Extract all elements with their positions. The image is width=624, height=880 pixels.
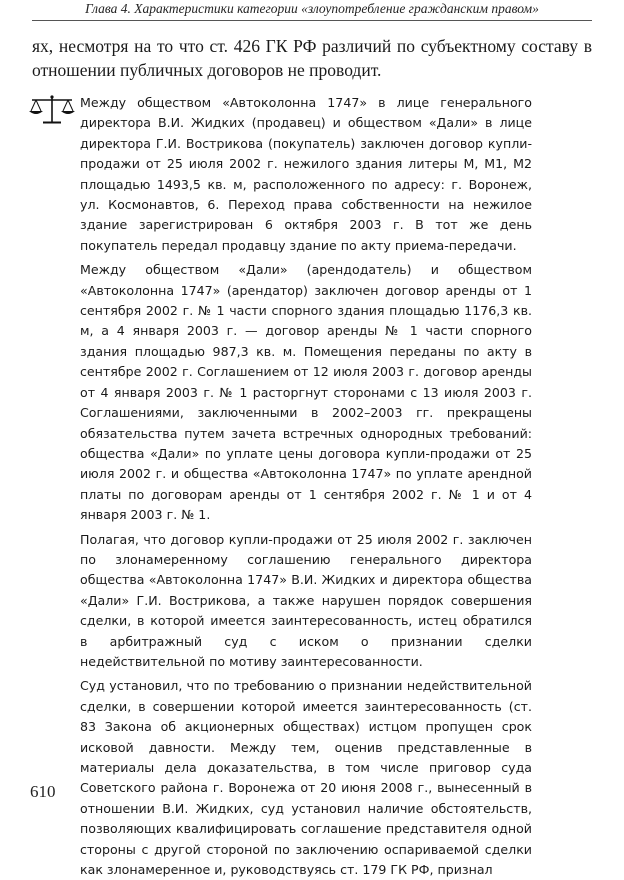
page-number: 610 [30, 782, 56, 801]
running-head: Глава 4. Характеристики категории «злоупотребление гражданским правом» [85, 1, 539, 16]
scales-of-justice-icon [28, 94, 76, 126]
case-example-block [80, 93, 532, 880]
case-paragraph-1: Между обществом «Автоколонна 1747» в лице генерального директора В.И. Жидких (продавец) и обществом «Дали» в лице директора Г.И. Вострикова (покупатель) заключен договор купли-продажи от 25 июля 2002 г. нежилого здания литеры М, М1, М2 площадью 1493,5 кв. м, расположенного по адресу: г. Воронеж, ул. Космонавтов, 6. Переход права собственности на нежилое здание зарегистрирован 6 октября 2003 г. В тот же день покупатель передал продавцу здание по акту приема-передачи. [80, 95, 532, 253]
case-paragraph-2: Между обществом «Дали» (арендодатель) и обществом «Автоколонна 1747» (арендатор) заключен договор аренды от 1 сентября 2002 г. № 1 части спорного здания площадью 1176,3 кв. м, а 4 января 2003 г. — договор аренды № 1 части спорного здания площадью 987,3 кв. м. Помещения переданы по акту в сентябре 2002 г. Соглашением от 12 июля 2003 г. договор аренды от 4 января 2003 г. № 1 расторгнут сторонами с 13 июля 2003 г. Соглашениями, заключенными в 2002–2003 гг. прекращены обязательства путем зачета встречных однородных требований: общества «Дали» по уплате цены договора купли-продажи от 25 июля 2002 г. и общества «Автоколонна 1747» по уплате арендной платы по договорам аренды от 1 сентября 2002 г. № 1 и от 4 января 2003 г. № 1. [80, 262, 532, 523]
case-paragraph-3: Полагая, что договор купли-продажи от 25 июля 2002 г. заключен по злонамеренному соглашению генерального директора общества «Автоколонна 1747» В.И. Жидких и директора общества «Дали» Г.И. Вострикова, а также нарушен порядок совершения сделки, в которой имеется заинтересованность, истец обратился в арбитражный суд с иском о признании сделки недействительной по мотиву заинтересованности. [80, 531, 532, 669]
header-divider [32, 20, 592, 21]
lead-paragraph: ях, несмотря на то что ст. 426 ГК РФ различий по субъектному составу в отношении публичных договоров не проводит. [32, 36, 592, 80]
case-paragraph-4: Суд установил, что по требованию о признании недействительной сделки, в совершении которой имеется заинтересованность (ст. 83 Закона об акционерных обществах) истцом пропущен срок исковой давности. Между тем, оценив представленные в материалы дела доказательства, в том числе приговор суда Советского района г. Воронежа от 20 июня 2008 г., вынесенный в отношении В.И. Жидких, суд установил наличие обстоятельств, позволяющих квалифицировать соглашение представителя одной стороны с другой стороной по заключению оспариваемой сделки как злонамеренное и, руководствуясь ст. 179 ГК РФ, признал [80, 678, 532, 878]
